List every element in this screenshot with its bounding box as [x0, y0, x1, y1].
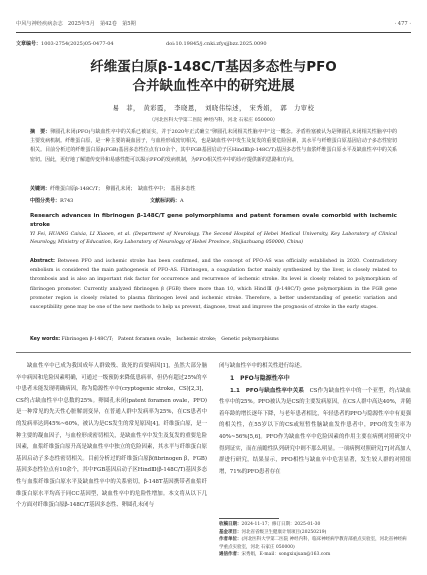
page-number: · 477 · [394, 21, 411, 27]
body-paragraph-continued: 闭与缺血性卒中的相关性进行综述。 [219, 363, 306, 369]
article-title-line-1: 纤维蛋白原β-148C/T基因多态性与PFO [90, 59, 337, 75]
english-abstract-label: Abstract: [30, 259, 55, 264]
chinese-keywords [30, 185, 397, 194]
abstract-label: 摘 要： [30, 129, 51, 135]
article-id-line [16, 38, 411, 50]
article-number: 文章编号：1003-2754(2025)05-0477-04 [16, 41, 114, 47]
english-abstract [30, 257, 397, 312]
body-column-right [219, 361, 411, 478]
abstract-text: 卵圆孔未闭(PFO)与缺血性卒中的关系已被证实，并于2020年正式确立“卵圆孔未闭相关性脑卒中”这一概念。矛盾栓塞被认为是卵圆孔未闭相关性脑卒中的主要发病机制。纤维蛋白原，是一种主要的凝血因子，与血栓形成密切相关，也是缺血性卒中发生及复发的重要危险因素，其水平与纤维蛋白原基因启动子多态性密切相关。目前分析过的纤维蛋白原β(FGB)基因多态性位点有10余个，其中FGB基因启动子区HindⅢ(β-148C/T)基因多态性与血浆纤维蛋白原水平及缺血性卒中的关系密切。因此，更好地了解遗传变异和易感性能可以揭示PFO的发病机制，为PFO相关性卒中的诊疗提供新的思路和方向。 [30, 129, 397, 163]
section-separator [16, 352, 411, 353]
keywords-label: 关键词： [30, 186, 51, 192]
clc-code: 中图分类号：R743 [30, 198, 74, 204]
english-keywords-label: Key words: [30, 337, 60, 342]
section-heading: 1 PFO与隐源性卒中 [230, 374, 290, 382]
footnote [219, 521, 411, 559]
subsection-text: CS作为缺血性卒中的一个亚型，约占缺血性卒中的25%。PFO被认为是CS的主要发病原因，在CS人群中高达40%，并随着年龄的增长逐年下降，与老年患者相比，年轻患者的PFO与隐源性卒中有更强的相关性，在55岁以下的CS或短暂性脑缺血发作患者中，PFO的发生率为40%~56%[5,6]。PFO作为缺血性卒中危险因素的作用主要在病例对照研究中得到证实，而在前瞻性队列研究中则不那么明显。一项病例对照研究[7]对高加人群进行研究，结果显示，PFO相性与缺血卒中危害显著，发生较人群的对照组增，71%的PFO患者存在 [219, 387, 411, 475]
fund-project: 基金项目：河北省省级卫生健康计划项目(20250219) [219, 529, 327, 535]
english-keywords [30, 335, 397, 344]
doi: doi:10.19845/j.cnki.zfysjjbzz.2025.0090 [166, 41, 267, 47]
english-authors: YI Fei, HUANG Caixia, LI Xiaoen, et al. (Department of Neurology, The Second Hospital of Hebei Medical University, Key Laboratory of Clinical Neurology, Ministry of Education, Key Laboratory of Neurology of Hebei Province, Shijiazhuang 050000, China) [30, 232, 397, 246]
body-paragraph [219, 385, 411, 479]
subsection-heading: 1.1 PFO与缺血性卒中关系 [230, 387, 305, 394]
english-keywords-text: Fibrinogen β-148C/T; Patent foramen ovale; Ischemic stroke; Genetic polymorphisms [61, 337, 279, 342]
keywords-text: 纤维蛋白原β-148C/T； 卵圆孔未闭； 缺血性卒中； 基因多态性 [50, 186, 196, 192]
english-title: Research advances in fibrinogen β-148C/T gene polymorphisms and patent foramen ovale comorbid with ischemic stroke [30, 213, 397, 228]
chinese-abstract [30, 128, 397, 165]
classification-line [30, 196, 397, 206]
author-unit: 作者单位：(河北医科大学第二医院 神经内科，临床神经病学教育部重点实验室，河北省神经病学重点实验室，河北 石家庄 050000) [219, 537, 407, 550]
document-code: 文献标识码：A [150, 198, 184, 204]
article-title-line-2: 合并缺血性卒中的研究进展 [132, 78, 295, 94]
english-abstract-text: Between PFO and ischemic stroke has been confirmed, and the concept of PFO-AS was officially established in 2020. Contradictory embolism is considered the main pathogenesis of PFO-AS. Fibrinogen, a coagulation factor mainly synthesized by the liver, is closely related to thrombosis and is also an important risk factor for occurrence and recurrence of ischemic stroke. Its level is closely related to polymorphism of fibrinogen promoter. Currently analyzed fibrinogen β (FGB) there more than 10, which HindⅢ (β-148C/T) gene polymorphism in the FGB gene promoter region is closely related to plasma fibrinogen level and ischemic stroke. Therefore, a better understanding of genetic variation and susceptibility gene may be one of the new methods to help us prevent, diagnose, treat and improve the prognosis of stroke in the early stages. [30, 259, 397, 311]
header-rule [16, 32, 411, 33]
corresponding-author: 通信作者：宋秀娟，E-mail：songxiujuan@163.com [219, 552, 331, 558]
received-date: 收稿日期：2024-11-17；修订日期：2025-01-30 [219, 522, 321, 527]
author-affiliation: （河北医科大学第二医院 神经内科，河北 石家庄 050000） [149, 118, 278, 123]
author-list: 易 菲， 黄彩霞， 李晓恩， 刘晓伟综述， 宋秀娟， 郭 力审校 [112, 105, 315, 112]
running-header [16, 18, 411, 30]
journal-info: 中风与神经疾病杂志 2025年5月 第42卷 第5期 [16, 21, 136, 27]
body-column-left: 缺血性卒中已成为我国成年人群致残、致死的首要病因[1]，虽然大部分脑卒中病因和危险因素明确，可通过一级预防来降低患病率，但仍有超过25%的卒中患者未能发现明确病因，称为隐源性卒中(cryptogenic stroke，CS)[2,3]，CS约占缺血性卒中总数的25%。卵圆孔未闭(patent foramen ovale，PFO)是一种常见的先天性心脏解剖变异，在普通人群中发病率为25%，在CS患者中的发病率达到45%~60%，被认为是CS发生的常见原因[4]。纤维蛋白原，是一种主要的凝血因子，与血栓形成密切相关，是缺血性卒中发生及复发的重要危险因素，血浆纤维蛋白原升高是缺血性卒中独立的危险因素，其水平与纤维蛋白原基因启动子多态性密切相关。目前分析过的纤维蛋白原β(fibrinogen β，FGB)基因多态性位点有10余个，其中FGB基因启动子区HindⅢ(β-148C/T)基因多态性与血浆纤维蛋白原水平及缺血性卒中的关系密切，β-148T基因携带者血浆纤维蛋白原水平均高于同CC基因型，缺血性卒中的危险性增加。本文将从以下几个方面对纤维蛋白原β-148C/T基因多态性、卵圆孔未闭与 [16, 363, 207, 509]
footnote-rule [219, 518, 279, 519]
